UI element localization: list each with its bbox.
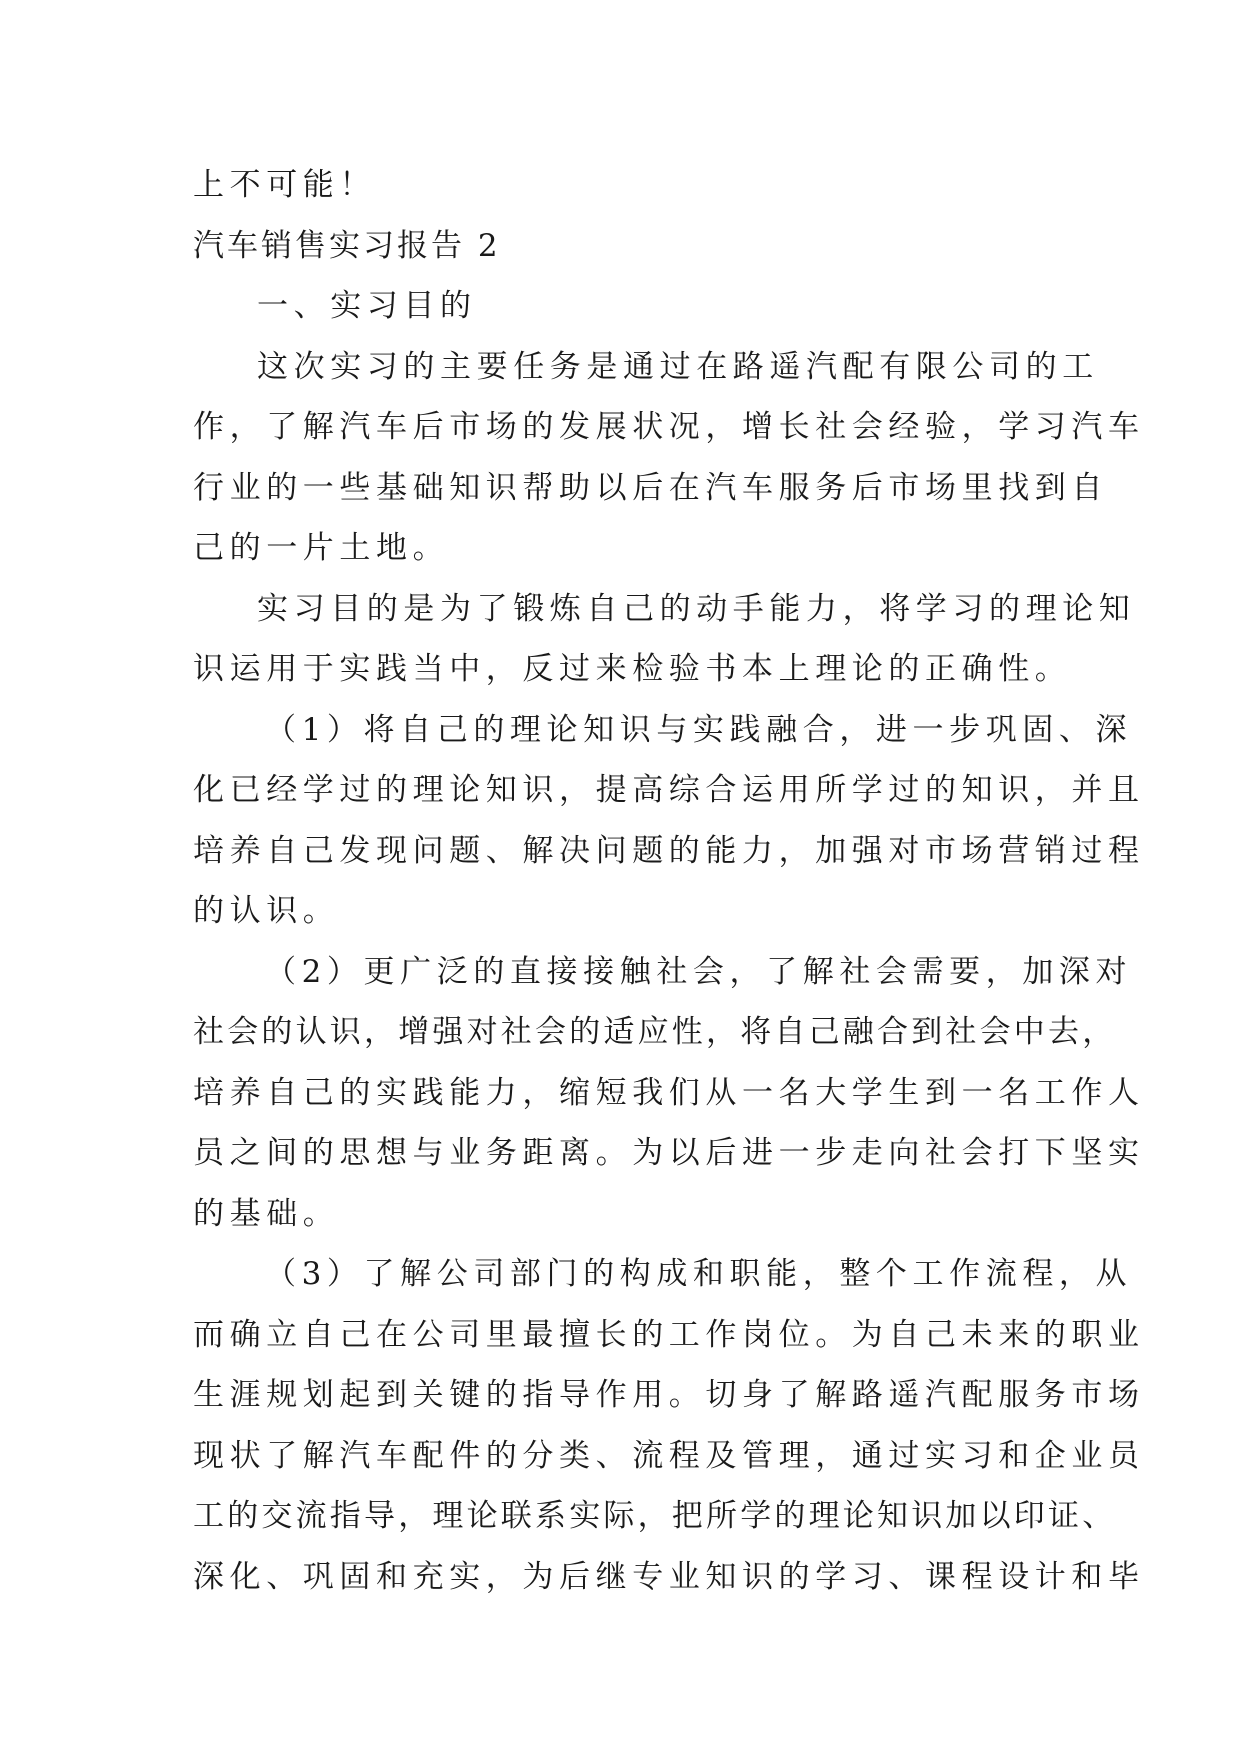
list-item-line: 工的交流指导，理论联系实际，把所学的理论知识加以印证、 [193, 1498, 1117, 1534]
list-item-line: 化已经学过的理论知识，提高综合运用所学过的知识，并且 [193, 772, 1145, 808]
paragraph-line: 作，了解汽车后市场的发展状况，增长社会经验，学习汽车 [193, 409, 1145, 445]
list-item-line: 生涯规划起到关键的指导作用。切身了解路遥汽配服务市场 [193, 1377, 1145, 1413]
list-item-line: 员之间的思想与业务距离。为以后进一步走向社会打下坚实 [193, 1135, 1145, 1171]
paragraph-line: 己的一片土地。 [193, 530, 450, 566]
document-page [193, 155, 1145, 1607]
list-item-line: （2）更广泛的直接接触社会，了解社会需要，加深对 [265, 953, 1133, 990]
list-item-line: 深化、巩固和充实，为后继专业知识的学习、课程设计和毕 [193, 1558, 1145, 1595]
list-item-line: （1）将自己的理论知识与实践融合，进一步巩固、深 [265, 711, 1133, 748]
paragraph-line: 识运用于实践当中，反过来检验书本上理论的正确性。 [193, 651, 1072, 687]
list-item-line: 的认识。 [193, 893, 340, 929]
list-item-line: 社会的认识，增强对社会的适应性，将自己融合到社会中去， [193, 1014, 1117, 1050]
list-item-line: （3）了解公司部门的构成和职能，整个工作流程，从 [265, 1256, 1133, 1292]
list-item-line: 的基础。 [193, 1195, 340, 1232]
list-item-line: 而确立自己在公司里最擅长的工作岗位。为自己未来的职业 [193, 1316, 1145, 1353]
section-heading: 一、实习目的 [257, 288, 477, 324]
list-item-line: 现状了解汽车配件的分类、流程及管理，通过实习和企业员 [193, 1437, 1145, 1474]
list-item-line: 培养自己发现问题、解决问题的能力，加强对市场营销过程 [193, 832, 1145, 869]
paragraph-line: 这次实习的主要任务是通过在路遥汽配有限公司的工 [257, 348, 1099, 385]
paragraph-line: 行业的一些基础知识帮助以后在汽车服务后市场里找到自 [193, 469, 1108, 506]
list-item-line: 培养自己的实践能力，缩短我们从一名大学生到一名工作人 [193, 1074, 1145, 1111]
paragraph-line: 实习目的是为了锻炼自己的动手能力，将学习的理论知 [257, 590, 1136, 627]
report-title: 汽车销售实习报告 2 [193, 227, 501, 264]
text-line: 上不可能！ [193, 167, 376, 203]
